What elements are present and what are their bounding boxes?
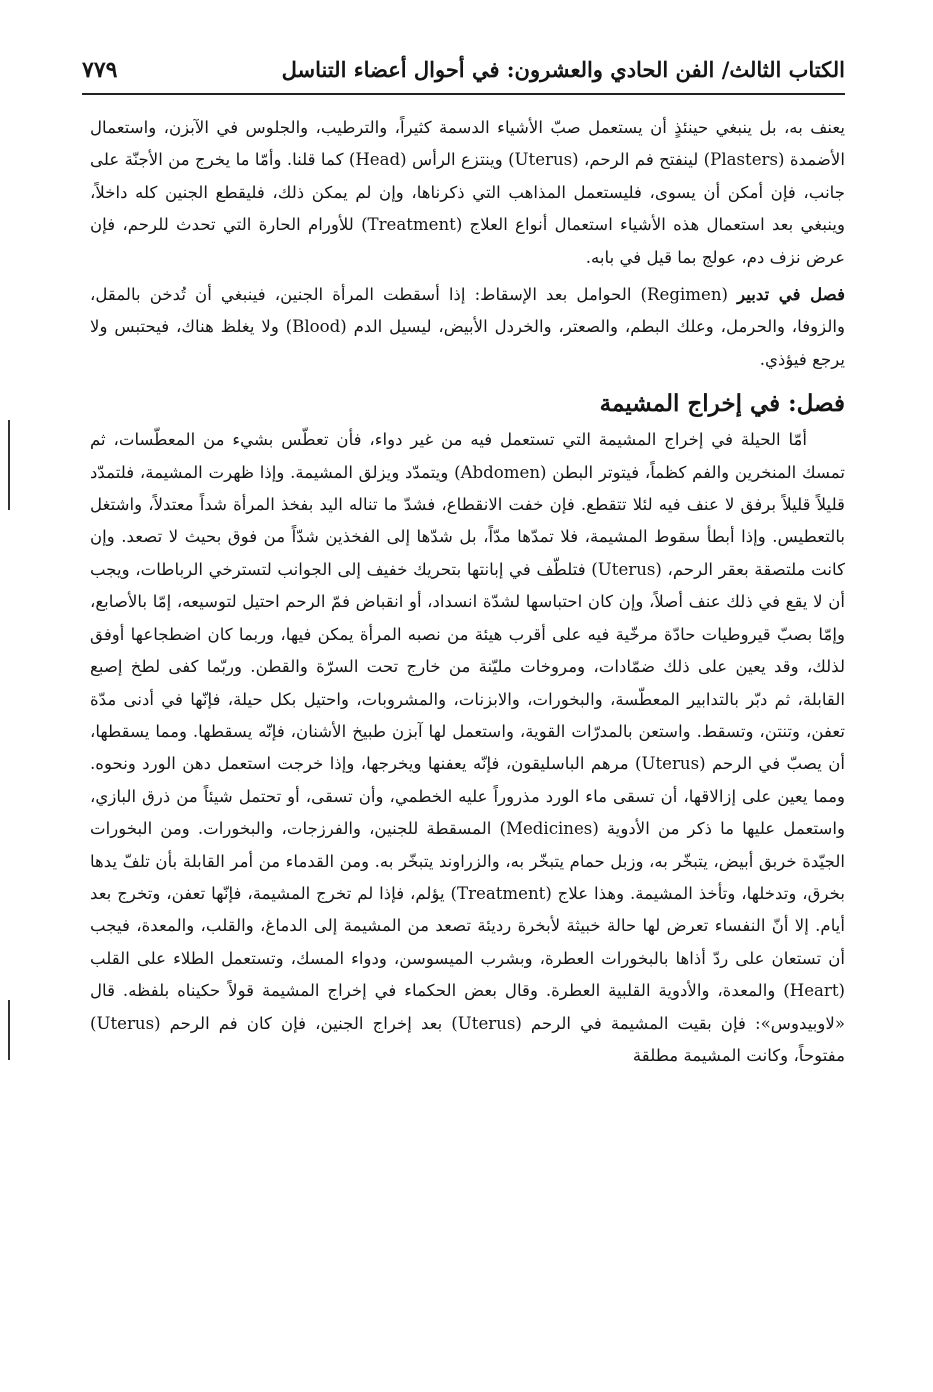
paragraph-3: أمّا الحيلة في إخراج المشيمة التي تستعمل فيه من غير دواء، فأن تعطّس بشيء من المعطّسات، ثم تمسك المنخرين والفم كظماً، فيتوتر البطن (Abdomen) ويتمدّد ويزلق المشيمة. وإذا ظهرت المشيمة، فلتمدّد قليلاً قليلاً برفق لا عنف فيه لئلا تتقطع. فإن خفت الانقطاع، فشدّ ما تناله اليد بفخذ المرأة شداً معتدلاً، واشتغل بالتعطيس. وإذا أبطأ سقوط المشيمة، فلا تمدّها مدّاً، بل شدّها إلى الفخذين شدّاً من فوق بحيث لا تصعد. وإن كانت ملتصقة بعقر الرحم، (Uterus) فتلطّف في إبانتها بتحريك خفيف إلى الجوانب لتسترخي الرباطات، ويجب أن لا يقع في ذلك عنف أصلاً، وإن كان احتباسها لشدّة انسداد، أو انقباض فمّ الرحم احتيل لتوسيعه، إمّا بالأصابع، وإمّا بصبّ قيروطيات حادّة مرخّية فيه على أقرب هيئة من نصبه المرأة يمكن فيها، وربما كان اضطجاعها أوفق لذلك، وقد يعين على ذلك ضمّادات، ومروخات مليّنة من خارج تحت السرّة والقطن. وربّما كفى لطخ إصبع القابلة، ثم دبّر بالتدابير المعطّسة، والبخورات، والابزنات، والمشروبات، واحتيل بكل حيلة، فإنّها في أدنى مدّة تعفن، وتنتن، وتسقط. واستعن بالمدرّات القوية، واستعمل لها آبزن طبيخ الأشنان، فإنّه يسقطها. ومما يسقطها، أن يصبّ في الرحم (Uterus) مرهم الباسليقون، فإنّه يعفنها ويخرجها، وإذا خرجت استعمل دهن الورد ونحوه. ومما يعين على إزالاقها، أن تسقى ماء الورد مذروراً عليه الخطمي، وأن تسقى، أو تحتمل شيئاً من ذرق البازي، واستعمل عليها ما ذكر من الأدوية (Medicines) المسقطة للجنين، والفرزجات، والبخورات. ومن البخورات الجيّدة خربق أبيض، يتبخّر به، وزبل حمام يتبخّر به، والزراوند يتبخّر به. ومن القدماء من أمر القابلة بأن تلفّ يدها بخرق، وتدخلها، وتأخذ المشيمة. وهذا علاج (Treatment) يؤلم، فإذا لم تخرج المشيمة، فإنّها تعفن، وتخرج بعد أيام. إلا أنّ النفساء تعرض لها حالة خبيثة لأبخرة رديئة تصعد من المشيمة إلى الدماغ، والقلب، والمعدة، فيجب أن تستعان على ردّ أذاها بالبخورات العطرة، وبشرب الميسوسن، ودواء المسك، وتستعمل الطلاء على القلب (Heart) والمعدة، والأدوية القلبية العطرة. وقال بعض الحكماء في إخراج المشيمة قولاً حكيناه بلفظه. قال «لاوبيدوس»: فإن بقيت المشيمة في الرحم (Uterus) بعد إخراج الجنين، فإن كان فم الرحم (Uterus) مفتوحاً، وكانت المشيمة مطلقة: [90, 430, 845, 1065]
header-divider: [82, 93, 845, 95]
paragraph-1: يعنف به، بل ينبغي حينئذٍ أن يستعمل صبّ الأشياء الدسمة كثيراً، والترطيب، والجلوس في الآبزن، واستعمال الأضمدة (Plasters) لينفتح فم الرحم، (Uterus) وينتزع الرأس (Head) كما قلنا. وأمّا ما يخرج من الأجنّة على جانب، فإن أمكن أن يسوى، فليستعمل المذاهب التي ذكرناها، وإن لم يمكن ذلك، فليقطع الجنين كله داخلاً، وينبغي بعد استعمال هذه الأشياء استعمال أنواع العلاج (Treatment) للأورام الحارة التي تحدث للرحم، فإن عرض نزف دم، عولج بما قيل في بابه.: [90, 118, 845, 267]
paragraph-2: [90, 278, 845, 376]
paragraph-2-text: (Regimen) الحوامل بعد الإسقاط: إذا أسقطت المرأة الجنين، فينبغي أن تُدخن بالمقل، والزوفا، والحرمل، وعلك البطم، والصعتر، والخردل الأبيض، ليسيل الدم (Blood) ولا يغلظ هناك، فيحتبس ولا يرجع فيؤذي.: [90, 285, 845, 369]
page-number: ٧٧٩: [82, 57, 118, 83]
scan-edge-mark: [8, 1000, 10, 1060]
paragraph-2-lead: فصل في تدبير: [737, 284, 845, 305]
running-title: الكتاب الثالث/ الفن الحادي والعشرون: في أحوال أعضاء التناسل: [281, 57, 845, 82]
page-body: [90, 112, 845, 1072]
section-heading: فصل: في إخراج المشيمة: [599, 390, 845, 418]
scan-edge-mark: [8, 420, 10, 510]
page-header: [82, 52, 845, 92]
